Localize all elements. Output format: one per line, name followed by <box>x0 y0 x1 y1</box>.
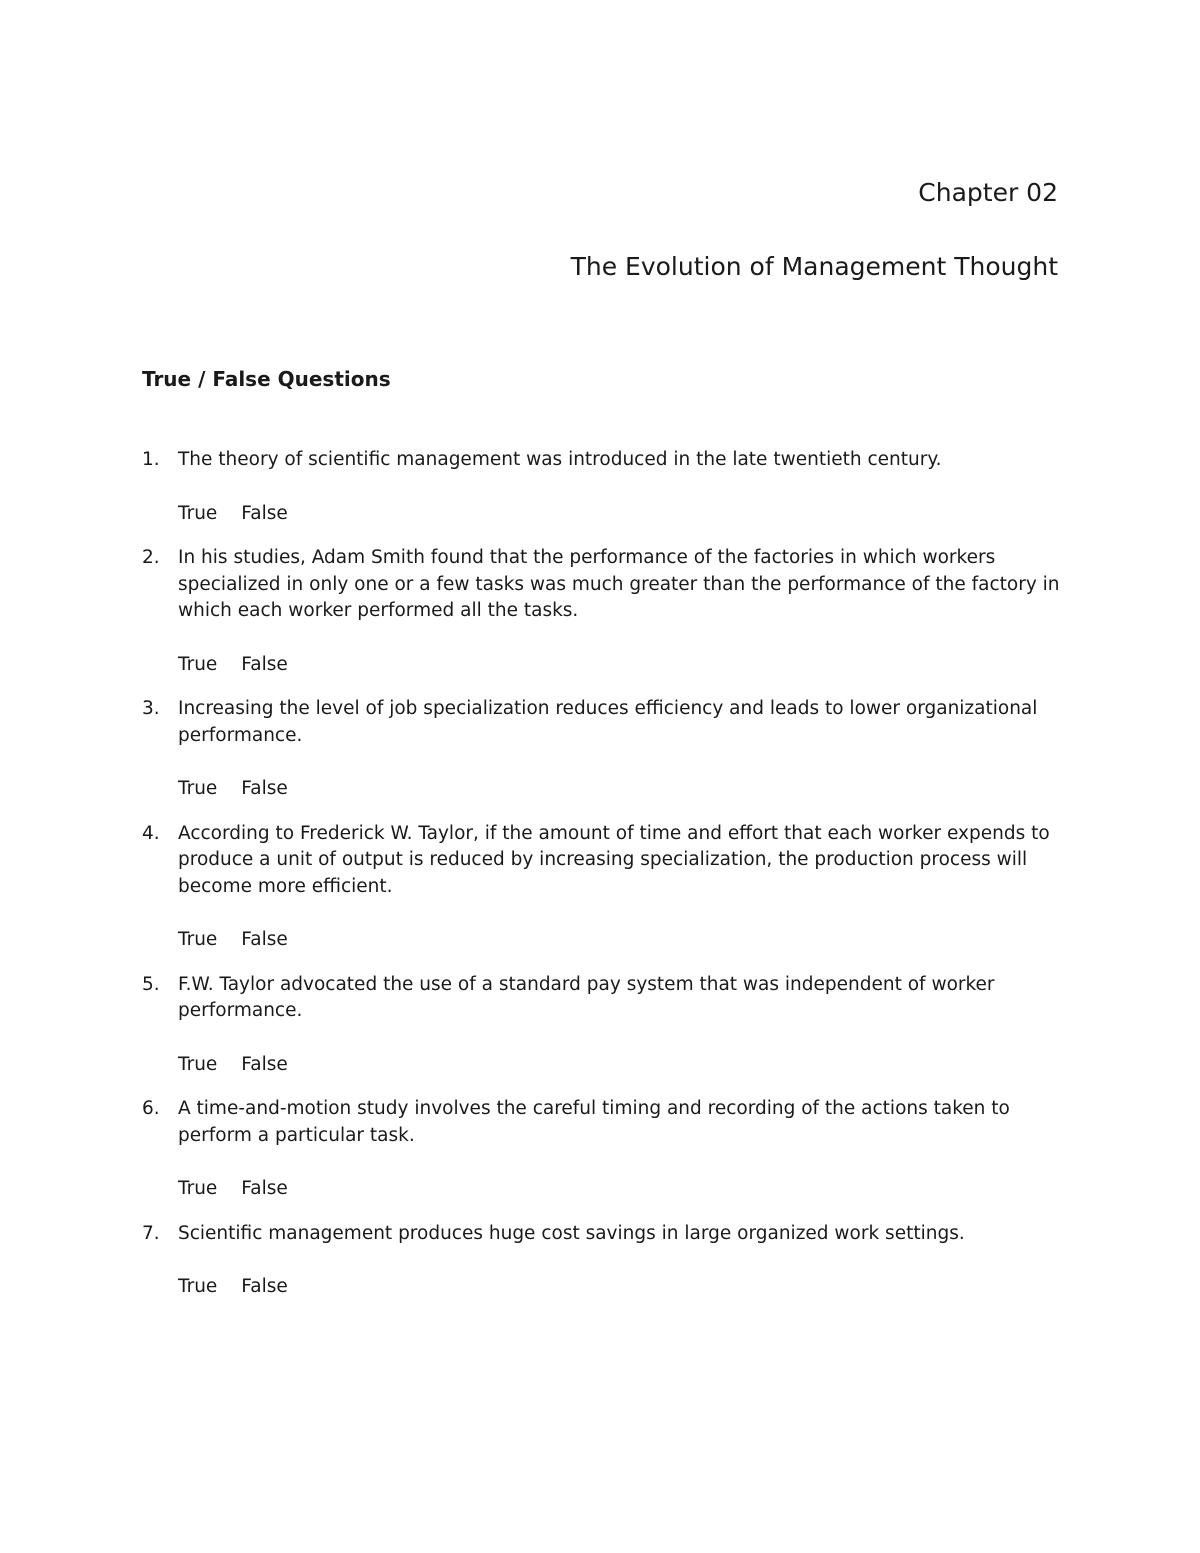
option-true: True <box>178 1053 218 1075</box>
section-heading: True / False Questions <box>142 367 391 391</box>
question-number: 5. <box>142 973 160 995</box>
question-item <box>142 821 1062 954</box>
question-item <box>142 1221 1062 1301</box>
option-true: True <box>178 778 218 799</box>
chapter-header <box>571 176 1058 284</box>
option-false: False <box>241 1276 288 1297</box>
option-false: False <box>241 502 288 524</box>
question-text: According to Frederick W. Taylor, if the amount of time and effort that each worker expends to produce a unit of output is reduced by increasing specialization, the production process will become more efficient. <box>178 822 1050 897</box>
answer-options <box>178 652 1062 679</box>
option-false: False <box>241 929 288 950</box>
question-item <box>142 1096 1062 1203</box>
option-false: False <box>241 1053 288 1075</box>
answer-options <box>178 1176 1062 1203</box>
option-true: True <box>178 929 218 950</box>
answer-options <box>178 1274 1062 1301</box>
answer-options <box>178 776 1062 803</box>
chapter-title: The Evolution of Management Thought <box>570 252 1058 281</box>
answer-options <box>178 501 1062 528</box>
question-number: 4. <box>142 822 160 844</box>
question-text: A time-and-motion study involves the careful timing and recording of the actions taken to perform a particular task. <box>178 1098 1010 1146</box>
option-false: False <box>241 1178 288 1199</box>
question-text: In his studies, Adam Smith found that the performance of the factories in which workers specialized in only one or a few tasks was much greater than the performance of the factory in which each worker performed all the tasks. <box>178 547 1060 621</box>
option-true: True <box>178 502 218 524</box>
question-text: The theory of scientific management was introduced in the late twentieth century. <box>178 449 942 470</box>
question-text: F.W. Taylor advocated the use of a standard pay system that was independent of worker performance. <box>178 973 995 1021</box>
question-number: 3. <box>142 698 160 719</box>
option-true: True <box>178 1178 218 1199</box>
question-number: 7. <box>142 1222 160 1244</box>
answer-options <box>178 927 1062 954</box>
chapter-number: Chapter 02 <box>918 178 1058 207</box>
question-item <box>142 696 1062 803</box>
option-true: True <box>178 1276 218 1297</box>
answer-options <box>178 1052 1062 1079</box>
option-false: False <box>241 653 288 675</box>
option-false: False <box>241 778 288 799</box>
question-number: 6. <box>142 1098 160 1119</box>
question-item <box>142 972 1062 1079</box>
question-number: 1. <box>142 449 160 470</box>
question-text: Increasing the level of job specialization reduces efficiency and leads to lower organizational performance. <box>178 698 1038 746</box>
question-item <box>142 545 1062 678</box>
question-text: Scientific management produces huge cost savings in large organized work settings. <box>178 1222 965 1244</box>
question-list <box>142 447 1062 1319</box>
option-true: True <box>178 653 218 675</box>
question-number: 2. <box>142 547 160 568</box>
question-item <box>142 447 1062 527</box>
